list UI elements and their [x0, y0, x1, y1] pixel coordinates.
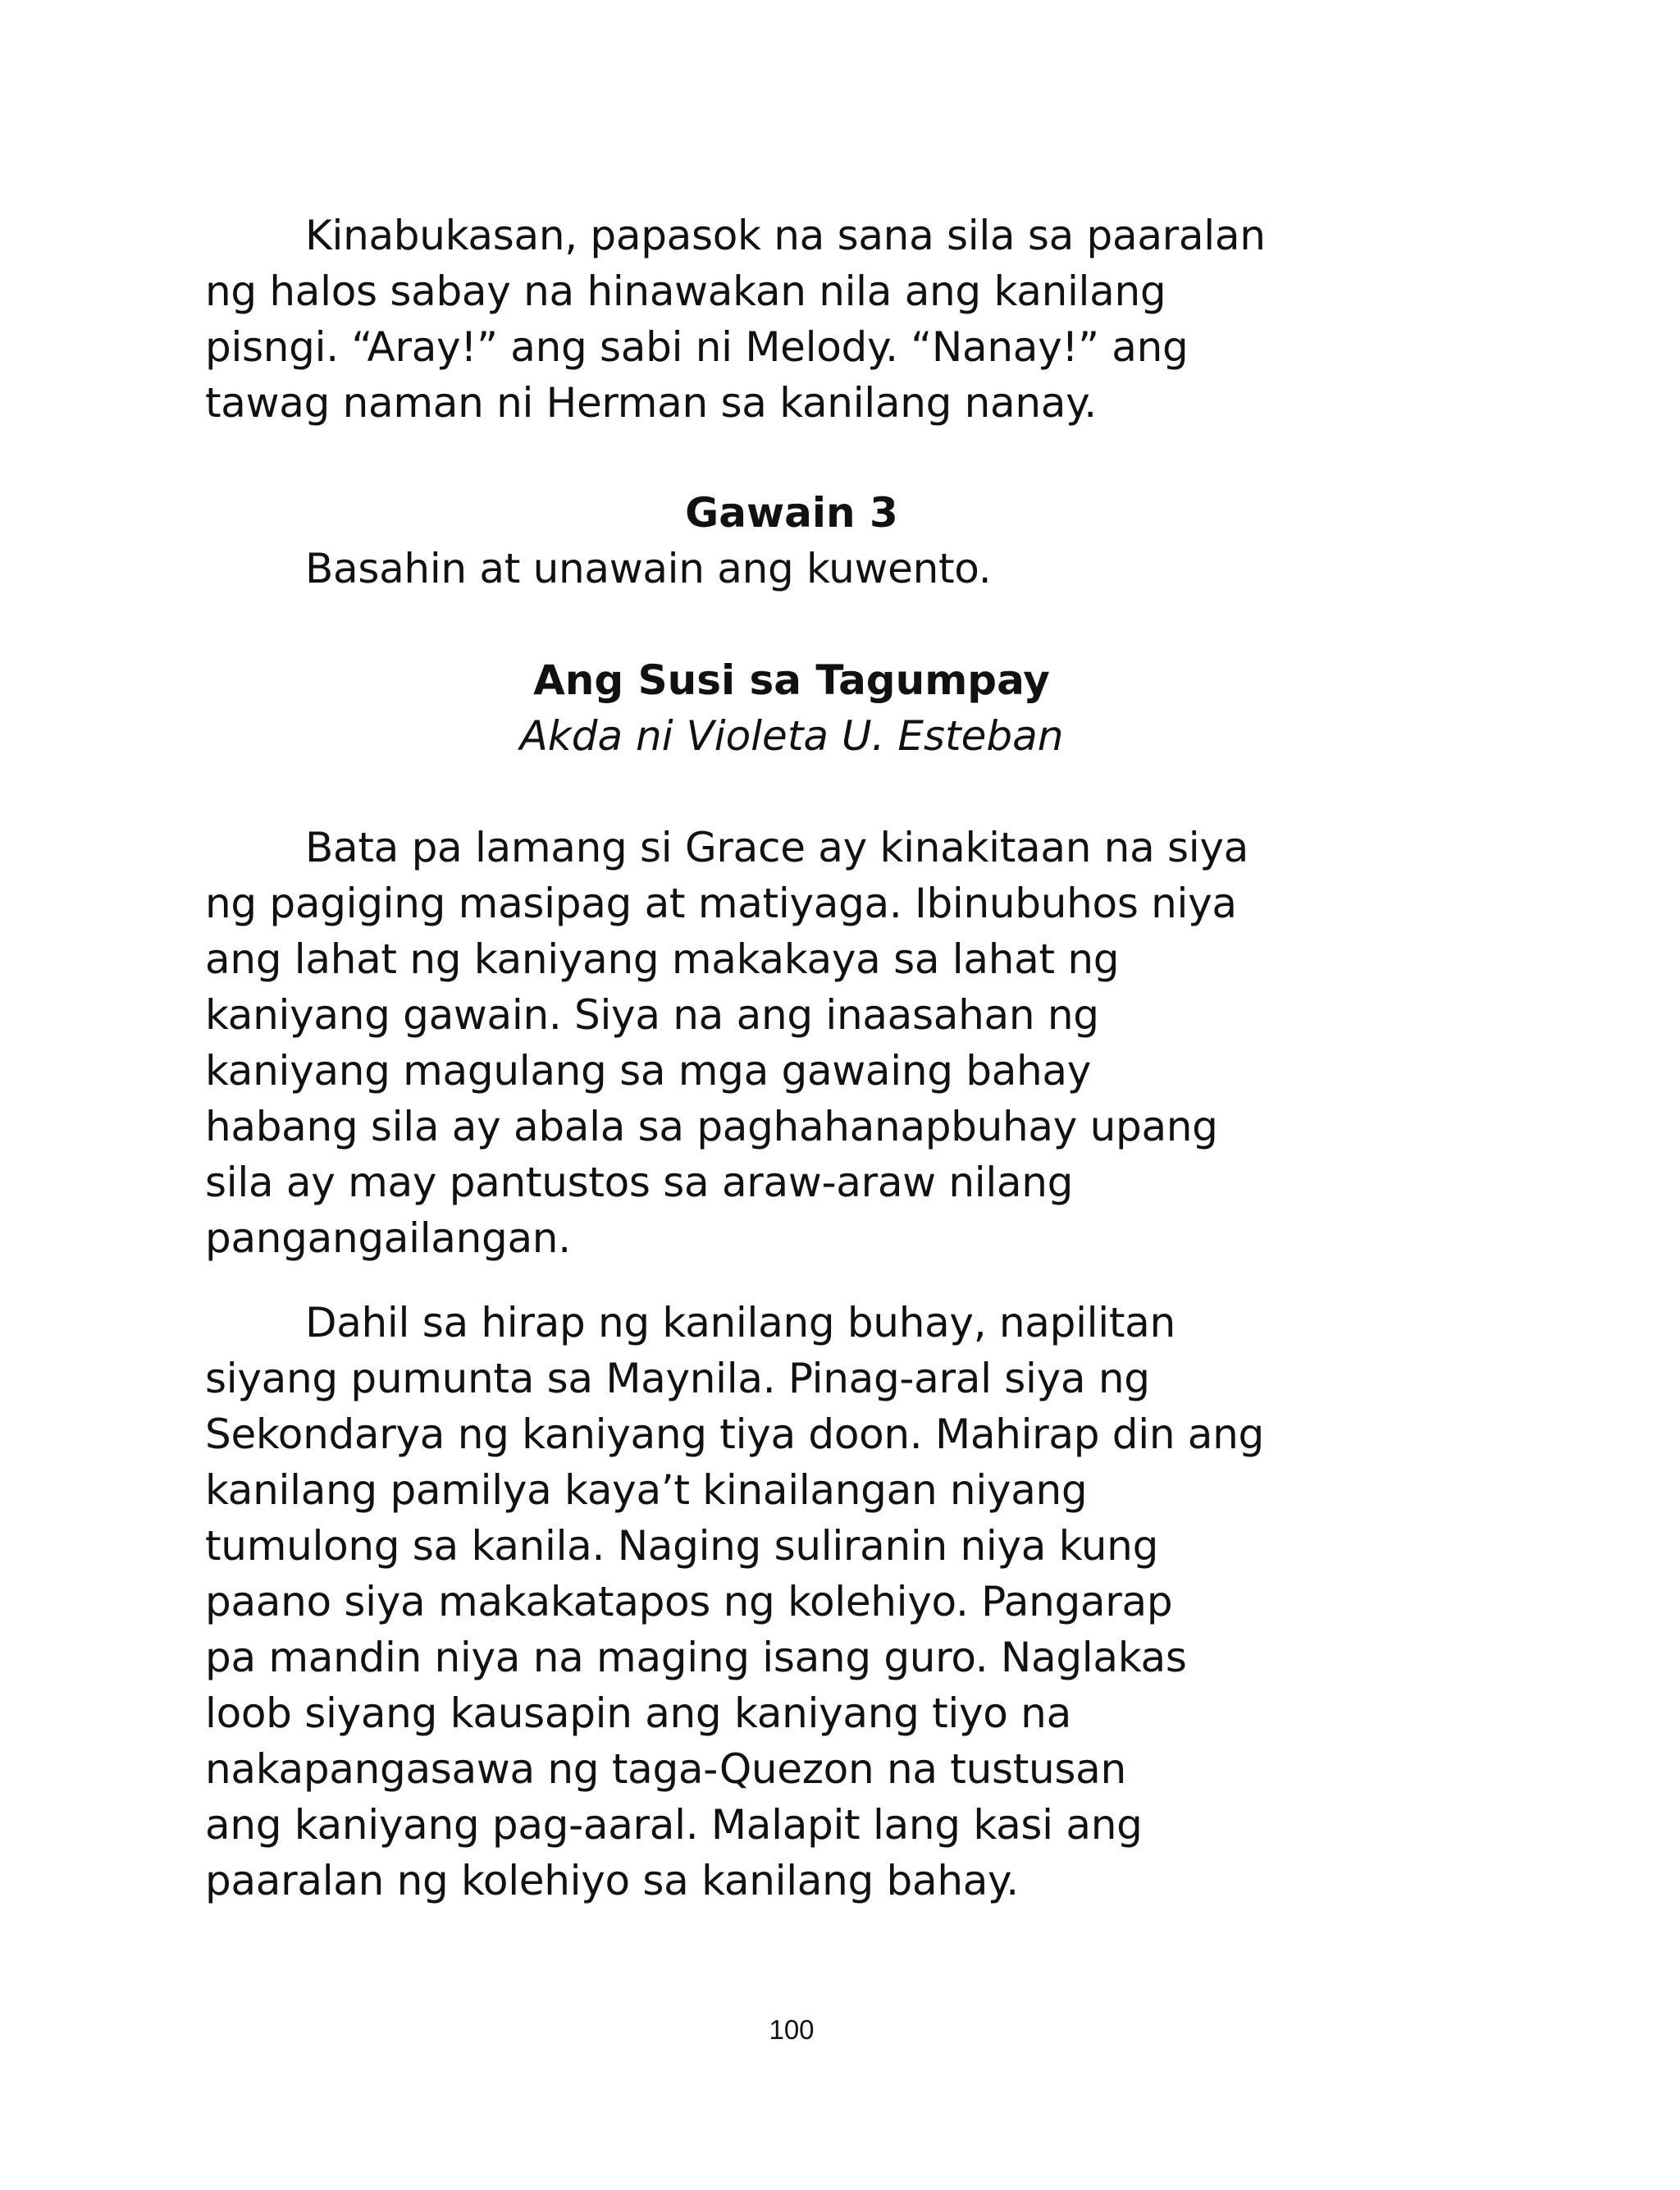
paragraph-line: ng halos sabay na hinawakan nila ang kanilang [205, 267, 1166, 315]
paragraph-line: pa mandin niya na maging isang guro. Naglakas [205, 1634, 1187, 1681]
intro-paragraph [205, 208, 1403, 431]
paragraph-line: tawag naman ni Herman sa kanilang nanay. [205, 379, 1097, 427]
paragraph-line: ang kaniyang pag-aaral. Malapit lang kasi ang [205, 1801, 1143, 1849]
paragraph-line: tumulong sa kanila. Naging suliranin niya kung [205, 1522, 1159, 1570]
paragraph-line: Sekondarya ng kaniyang tiya doon. Mahirap din ang [205, 1410, 1264, 1458]
paragraph-line: nakapangasawa ng taga-Quezon na tustusan [205, 1745, 1126, 1793]
paragraph-line: pisngi. “Aray!” ang sabi ni Melody. “Nanay!” ang [205, 323, 1189, 371]
paragraph-line: paano siya makakatapos ng kolehiyo. Pangarap [205, 1578, 1173, 1625]
paragraph-line: Kinabukasan, papasok na sana sila sa paaralan [305, 212, 1266, 259]
activity-title: Gawain 3 [685, 489, 898, 537]
story-title: Ang Susi sa Tagumpay [533, 656, 1050, 704]
story-paragraph-1 [205, 820, 1403, 1266]
paragraph-line: Bata pa lamang si Grace ay kinakitaan na siya [305, 824, 1249, 871]
story-paragraph-2 [205, 1295, 1403, 1909]
paragraph-line: kanilang pamilya kaya’t kinailangan niyang [205, 1466, 1088, 1514]
activity-instruction-block [205, 541, 1403, 597]
paragraph-line: pangangailangan. [205, 1214, 571, 1262]
paragraph-line: habang sila ay abala sa paghahanapbuhay upang [205, 1103, 1218, 1150]
activity-instruction: Basahin at unawain ang kuwento. [305, 545, 992, 592]
paragraph-line: siyang pumunta sa Maynila. Pinag-aral siya ng [205, 1355, 1150, 1402]
paragraph-line: ng pagiging masipag at matiyaga. Ibinubuhos niya [205, 880, 1237, 927]
paragraph-line: loob siyang kausapin ang kaniyang tiyo na [205, 1689, 1071, 1737]
page-number: 100 [769, 2014, 815, 2045]
paragraph-line: kaniyang gawain. Siya na ang inaasahan ng [205, 991, 1099, 1039]
paragraph-line: ang lahat ng kaniyang makakaya sa lahat ng [205, 935, 1120, 983]
paragraph-line: paaralan ng kolehiyo sa kanilang bahay. [205, 1857, 1019, 1904]
paragraph-line: sila ay may pantustos sa araw-araw nilang [205, 1159, 1074, 1206]
story-author: Akda ni Violeta U. Esteban [519, 712, 1064, 760]
paragraph-line: Dahil sa hirap ng kanilang buhay, napilitan [305, 1299, 1176, 1346]
paragraph-line: kaniyang magulang sa mga gawaing bahay [205, 1047, 1092, 1095]
